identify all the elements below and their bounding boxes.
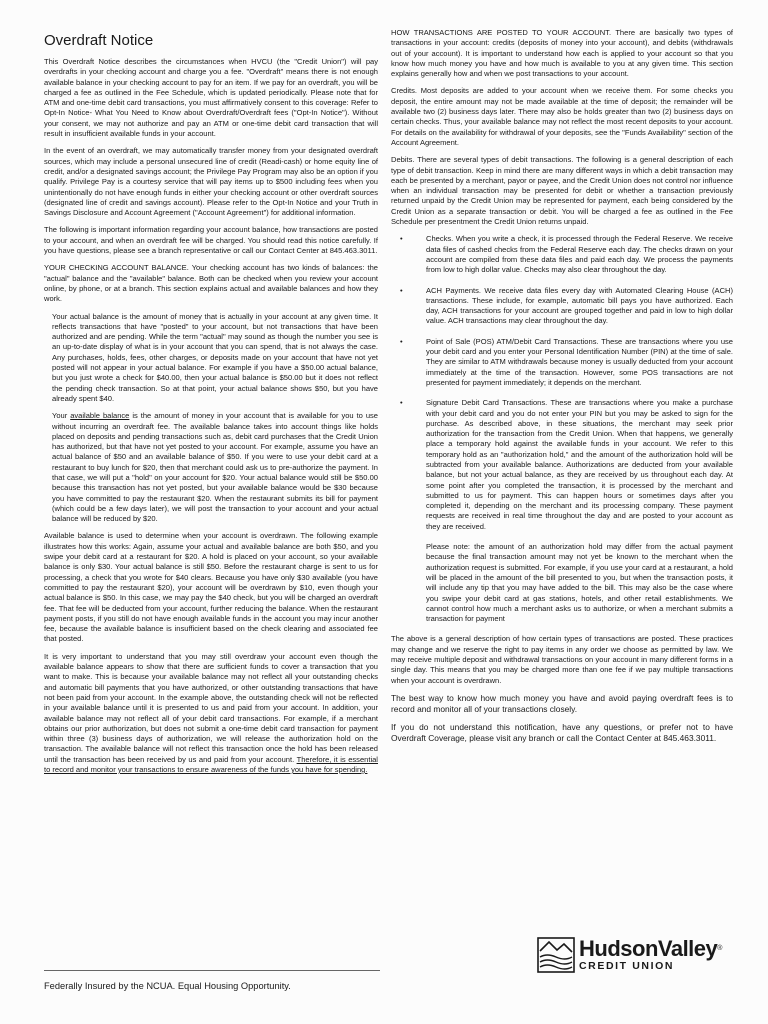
- available-balance-text: is the amount of money in your account that is available for you to use without incurring an overdraft fee. The available balance takes into account things like holds placed on deposits and pending transactions such as, debit card purchases that the Credit Union has authorized, but that have not yet posted to your account. For example, assume you have an actual balance of $50 and an available balance of $50. If you were to use your debit card at a restaurant to buy lunch for $20, then that merchant could ask us to pre-authorize the payment. In that case, we will put a "hold" on your account for $20. Your actual balance would still be $50.00 because this transaction has not yet posted, but your available balance would be $30 because you have committed to pay the restaurant $20. When the restaurant submits its bill for payment (which could be a few days later), we will post the transaction to your account and your actual balance will be reduced by $20.: [52, 411, 378, 524]
- intro-paragraph: This Overdraft Notice describes the circumstances when HVCU (the "Credit Union") will pay overdrafts in your checking account and charge you a fee. "Overdraft" means there is not enough available balance in your checking account to pay for an item. If we pay for an overdraft, you will be charged a fee as outlined in the Fee Schedule, which is updated periodically. Please note that for ATM and one-time debit card transactions, you must affirmatively consent to this coverage: Refer to Opt-In Notice- What You Need to Know about Overdraft/Overdraft fees ("Opt-In Notice"). Without your consent, we may not authorize and pay an ATM or one-time debit card transaction that will result in insufficient available funds in your account.: [44, 57, 378, 139]
- available-balance-paragraph: [52, 411, 378, 524]
- divider: [44, 970, 380, 971]
- general-description-paragraph: The above is a general description of how certain types of transactions are posted. These practices may change and we reserve the right to pay items in any order we choose as permitted by law. We may receive multiple deposit and withdrawal transactions on your account in many different forms in a single day. This means that you may be charged more than one fee if we pay multiple transactions when your account is overdrawn.: [391, 634, 733, 685]
- actual-balance-paragraph: Your actual balance is the amount of money that is actually in your account at any given time. It reflects transactions that have "posted" to your account, but not transactions that have been authorized and are pending. While the term "actual" may sound as though the number you see is an up-to-date display of what is in your account that you can spend, that is not always the case. Any purchases, holds, fees, other charges, or deposits made on your account that have not yet posted will not appear in your actual balance. For example if you have a $50.00 actual balance, but you just wrote a check for $40.00, then your actual balance is $50.00 but it does not reflect the pending check transaction. So at that point, your actual balance shows $50, but you have already spent $40.: [52, 311, 378, 403]
- record-monitor-note: Therefore, it is essential to record and monitor your transactions to ensure awareness of the funds you have for spending.: [44, 754, 378, 774]
- list-item: [391, 398, 733, 624]
- list-item: [391, 286, 733, 327]
- list-item: [391, 337, 733, 388]
- available-balance-intro: Your: [52, 411, 71, 421]
- available-balance-term: available balance: [70, 411, 130, 421]
- best-way-paragraph: The best way to know how much money you have and avoid paying overdraft fees is to record and monitor all of your transactions closely.: [391, 692, 733, 714]
- overdrawn-example-paragraph: Available balance is used to determine when your account is overdrawn. The following example illustrates how this works: Again, assume your actual and available balance are both $50, and you swipe your debit card at a restaurant for $20. A hold is placed on your account, so your available balance is only $30. Your actual balance is still $50. Before the restaurant charge is sent to us for processing, a check that you wrote for $40 clears. Because you have only $30 available (you have committed to pay the restaurant $20), your account will be overdrawn by $10, even though your actual balance is $50. In this case, we may pay the $40 check, but you will be charged an overdraft fee. That fee will be deducted from your account, further reducing the balance. When the restaurant payment posts, if you still do not have enough available funds in the account you may incur another fee, because the available balance is insufficient based on the check clearing and associated fee that posted.: [44, 531, 378, 644]
- logo-subtitle: CREDIT UNION: [579, 960, 675, 972]
- important-understand-paragraph: [44, 652, 378, 776]
- registered-mark: ®: [717, 945, 722, 952]
- ach-text: ACH Payments. We receive data files every day with Automated Clearing House (ACH) transactions. These include, for example, automatic bill pays you have authorized. Each day, ACH transactions for your account are grouped together and paid in low to high dollar value. ACH transactions may clear throughout the day.: [426, 285, 733, 326]
- debits-paragraph: Debits. There are several types of debit transactions. The following is a general description of each type of debit transaction. Keep in mind there are many different ways in which a debit transaction may each be presented by a merchant, payor or payee, and the Credit Union does not control nor influence when an individual transaction may be presented for debit or whether a transaction previously returned unpaid by the Credit Union may be represented for payment, each being considered by the Credit Union as a separate transaction or debit. You will be charged a fee as outlined in the Fee Schedule per presentment the Credit Union returns unpaid.: [391, 155, 733, 227]
- logo-name-text: HudsonValley: [579, 936, 718, 961]
- logo-name: [579, 938, 722, 960]
- bullet-icon: •: [400, 336, 403, 346]
- posting-paragraph: HOW TRANSACTIONS ARE POSTED TO YOUR ACCOUNT. There are basically two types of transactions in your account: credits (deposits of money into your account), and debits (withdrawals out of your account). It is important to understand how each is applied to your account so that you know how much money you have and how much is available to you at any given time. This section explains generally how and when we post transactions to your account.: [391, 28, 733, 79]
- hudson-valley-logo: [537, 937, 722, 973]
- page-title: Overdraft Notice: [44, 32, 154, 49]
- bullet-icon: •: [400, 234, 403, 244]
- bullet-icon: •: [400, 398, 403, 408]
- important-info-paragraph: The following is important information regarding your account balance, how transactions are posted to your account, and when an overdraft fee will be charged. You should read this notice carefully. If you have questions, please see a branch representative or call our Contact Center at 845.463.3011.: [44, 225, 378, 256]
- bullet-icon: •: [400, 285, 403, 295]
- logo-text: [579, 938, 722, 972]
- left-column: [44, 28, 378, 782]
- right-column: [391, 28, 733, 751]
- checking-balance-paragraph: YOUR CHECKING ACCOUNT BALANCE. Your checking account has two kinds of balances: the "actual" balance and the "available" balance. Both can be checked when you review your account online, by phone, or at a branch. This section explains actual and available balances and how they work.: [44, 263, 378, 304]
- pos-text: Point of Sale (POS) ATM/Debit Card Transactions. These are transactions where you use your debit card and you enter your Personal Identification Number (PIN) at the time of sale. They are similar to ATM withdrawals because money is usually deducted from your account immediately at the time of the transaction. However, some POS transactions are not presented for payment immediately; it depends on the merchant.: [426, 336, 733, 387]
- authorization-note: Please note: the amount of an authorization hold may differ from the actual payment because the final transaction amount may not yet be known to the merchant when the authorization request is submitted. For example, if you use your card at a restaurant, a hold will be placed in the amount of the bill presented to you, but when the transaction posts, it will include any tip that you may have added to the bill. This may also be the case where you swipe your debit card at gas stations, hotels, and other retail establishments. We cannot control how much a merchant asks us to authorize, or when a merchant submits a transaction for payment: [426, 542, 733, 624]
- checks-text: Checks. When you write a check, it is processed through the Federal Reserve. We receive data files of cashed checks from the Federal Reserve each day. The checks drawn on your account are compiled from these data files and paid each day. We process the payments from low to high dollar value. Checks may also clear throughout the day.: [426, 234, 733, 275]
- contact-paragraph: If you do not understand this notification, have any questions, or prefer not to have Overdraft Coverage, please visit any branch or call the Contact Center at 845.463.3011.: [391, 721, 733, 743]
- overdraft-event-paragraph: In the event of an overdraft, we may automatically transfer money from your designated overdraft sources, which may include a personal unsecured line of credit (Readi-cash) or home equity line of credit, and/or a designated savings account; the Privilege Pay Program may also be an option if you qualify. Privilege Pay is a courtesy service that will pay items up to $500 including fees when you unintentionally do not have enough funds in either your checking account or other overdraft sources (designated line of credit and savings account). Please refer to the Opt-In Notice and your Truth in Savings Disclosure and Account Agreement ("Account Agreement") for additional information.: [44, 146, 378, 218]
- hudson-valley-logo-icon: [537, 937, 575, 973]
- debit-types-list: [391, 234, 733, 624]
- credits-paragraph: Credits. Most deposits are added to your account when we receive them. For some checks you deposit, the entire amount may not be made available at the time of deposit; the remainder will be available two (2) business days later. There may also be holds greater than two (2) business days on certain checks. Thus, your available balance may not reflect the most recent deposits to your account. For details on the availability for withdrawal of your deposits, see the "Funds Availability" section of the Account Agreement.: [391, 86, 733, 147]
- footer-text: Federally Insured by the NCUA. Equal Housing Opportunity.: [44, 981, 291, 991]
- important-understand-text: It is very important to understand that you may still overdraw your account even though the available balance appears to show that there are sufficient funds to cover a transaction that you want to make. This is because your available balance may not reflect all your outstanding checks and automatic bill payments that you have authorized, or other outstanding transactions that have not been paid from your account. In the example above, the outstanding check will not be reflected in your available balance until it is presented to us and paid from your account. In addition, your available balance may not reflect all of your debit card transactions. For example, if a merchant obtains our prior authorization, but does not submit a one-time debit card transaction for payment within three (3) business days of authorization, we will release the authorization hold on the transaction. The available balance will not reflect this transaction once the hold has been released until the transaction has been received by us and paid from your account.: [44, 651, 378, 764]
- list-item: [391, 234, 733, 275]
- signature-debit-text: Signature Debit Card Transactions. These are transactions where you make a purchase with your debit card and you do not enter your PIN but you may be asked to sign for the purchase. As described above, in these situations, the merchant may seek prior authorization for the transaction from the Credit Union. When that happens, we generally place a temporary hold against the available funds in your account. We refer to this temporary hold as an "authorization hold," and the amount of the authorization hold will be subtracted from your available balance. Authorizations are deducted from your available balance, but not your actual balance, as they are received by us throughout each day. At some point after you completed the transaction, it is processed by the merchant and submitted to us for payment. This can happen hours or sometimes days after you completed it, depending on the merchant and its processing company. These payment requests are received in real time throughout the day and are posted to your account as they are received.: [426, 398, 733, 531]
